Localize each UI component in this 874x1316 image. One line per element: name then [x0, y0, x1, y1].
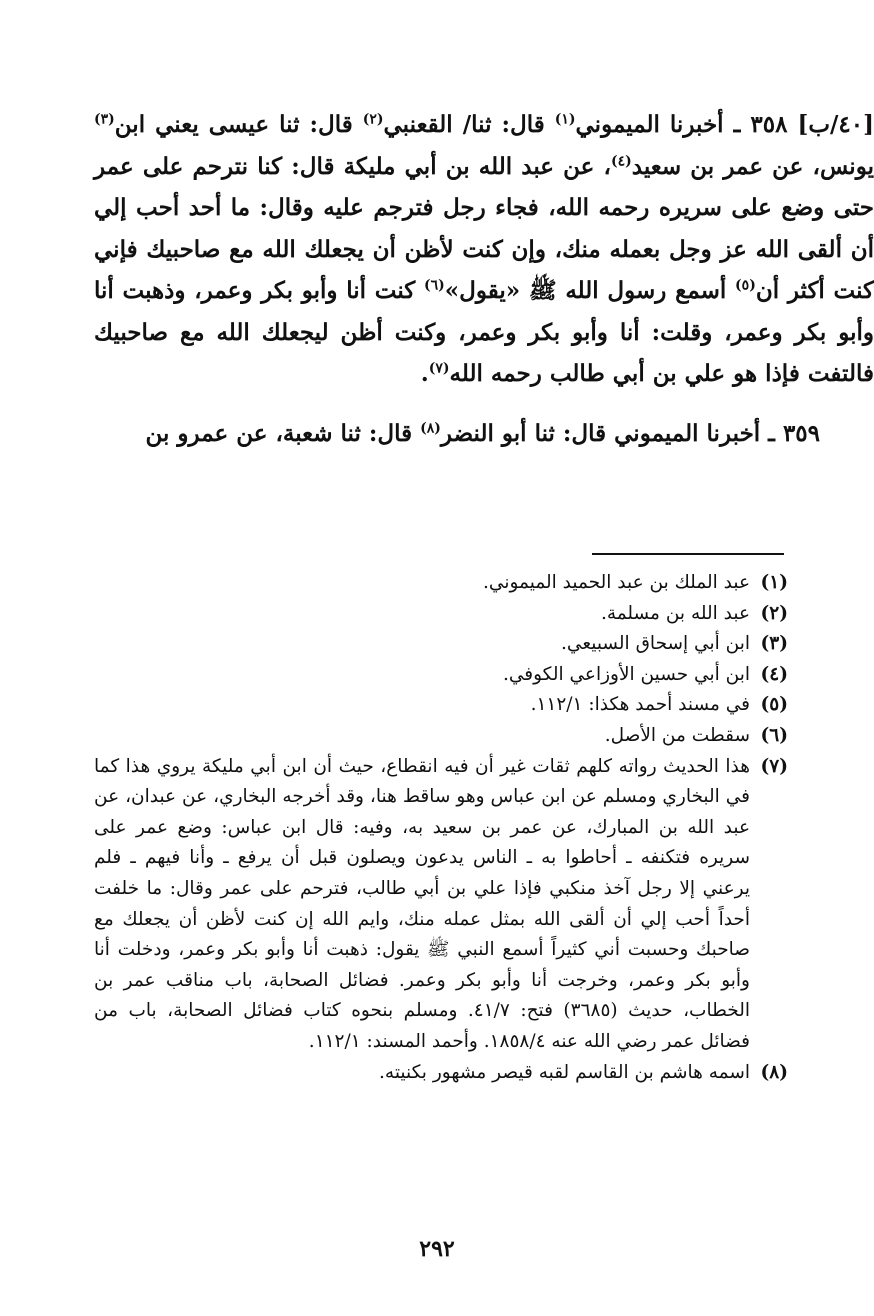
hadith-number: ٣٥٩	[782, 419, 820, 447]
footnote	[94, 752, 788, 1058]
footnote-number: (١)	[760, 572, 788, 593]
footnote-reference: (٦)	[423, 277, 445, 294]
page-number: ٢٩٢	[419, 1236, 455, 1262]
footnote-number: (٤)	[760, 663, 788, 685]
footnote	[94, 660, 788, 691]
folio-marker: [٤٠/ب]	[787, 111, 874, 138]
footnote	[94, 629, 788, 660]
footnote-reference: (٣)	[94, 111, 115, 128]
hadith-text: أسمع رسول الله ﷺ «يقول»	[444, 277, 736, 304]
footnote-text: ابن أبي حسين الأوزاعي الكوفي.	[502, 663, 750, 685]
footnote-text: في مسند أحمد هكذا: ١١٢/١.	[530, 694, 750, 716]
footnote-text: هذا الحديث رواته كلهم ثقات غير أن فيه انقطاع، حيث أن ابن أبي مليكة يروي هذا كما في البخاري ومسلم عن ابن عباس وهو ساقط هنا، وقد أخرجه البخاري، عن عبدان، عن عبد الله بن المبارك، عن عمر بن سعيد به، وفيه: قال ابن عباس: وضع عمر على سريره فتكنفه ـ أحاطوا به ـ الناس يدعون ويصلون قبل أن يرفع ـ وأنا فيهم ـ فلم يرعني إلا رجل آخذ منكبي فإذا علي بن أبي طالب، فترحم على عمر وقال: ما خلفت أحداً أحب إلي أن ألقى الله بمثل عمله منك، وايم الله إن كنت لأظن أن يجعلك مع صاحبك وحسبت أني كثيراً أسمع النبي ﷺ يقول: ذهبت أنا وأبو بكر وعمر، ودخلت أنا وأبو بكر وعمر، وخرجت أنا وأبو بكر وعمر. فضائل الصحابة، باب مناقب عمر بن الخطاب، حديث (٣٦٨٥) فتح: ٤١/٧. ومسلم بنحوه كتاب فضائل الصحابة، باب من فضائل عمر رضي الله عنه ١٨٥٨/٤. وأحمد المسند: ١١٢/١.	[94, 755, 750, 1052]
footnote	[94, 721, 788, 752]
footnote-separator	[592, 553, 784, 555]
footnote	[94, 568, 788, 599]
hadith-text: قال: ثنا شعبة، عن عمرو بن	[145, 419, 421, 447]
footnote-number: (٧)	[760, 755, 788, 777]
footnotes	[94, 568, 788, 1088]
footnote	[94, 690, 788, 721]
footnote-number: (٣)	[760, 633, 788, 655]
hadith-text: ، عن عبد الله بن أبي مليكة قال: كنا نترحم على عمر حتى وضع على سريره رحمه الله، فجاء رجل فترجم عليه وقال: ما أحد أحب إلي أن ألقى الله عز وجل بعمله منك، وإن كنت لأظن أن يجعلك الله مع صاحبيك فإني كنت أكثر أن	[94, 152, 874, 304]
main-text	[94, 104, 874, 454]
footnote-reference: (٧)	[428, 360, 450, 377]
footnote-reference: (٨)	[420, 419, 441, 436]
hadith-text: .	[420, 360, 429, 387]
hadith-paragraph	[94, 413, 874, 455]
hadith-text: قال: ثنا عيسى يعني ابن	[114, 111, 363, 138]
footnote-text: عبد الله بن مسلمة.	[600, 602, 750, 624]
footnote-number: (٢)	[760, 602, 788, 624]
footnote-number: (٨)	[760, 1061, 788, 1083]
footnote	[94, 599, 788, 630]
footnote	[94, 1058, 788, 1089]
hadith-text: ـ أخبرنا الميموني	[575, 111, 751, 138]
footnote-text: عبد الملك بن عبد الحميد الميموني.	[483, 572, 750, 593]
hadith-number: ٣٥٨	[750, 111, 788, 138]
footnote-text: سقطت من الأصل.	[604, 724, 750, 746]
footnote-reference: (٤)	[610, 152, 632, 169]
footnote-number: (٥)	[760, 694, 788, 716]
footnote-reference: (٥)	[735, 277, 756, 294]
hadith-text: قال: ثنا/ القعنبي	[383, 111, 555, 138]
hadith-text: ـ أخبرنا الميموني قال: ثنا أبو النضر	[440, 419, 783, 447]
footnote-text: ابن أبي إسحاق السبيعي.	[561, 633, 750, 655]
footnote-reference: (١)	[554, 111, 576, 128]
footnote-number: (٦)	[760, 724, 788, 746]
hadith-text: كنت أنا وأبو بكر وعمر، وذهبت أنا وأبو بكر وعمر، وقلت: أنا وأبو بكر وعمر، وكنت أظن ليجعلك الله مع صاحبيك فالتفت فإذا هو علي بن أبي طالب رحمه الله	[94, 277, 874, 387]
hadith-paragraph	[94, 104, 874, 395]
hadith-text: يونس، عن عمر بن سعيد	[631, 152, 874, 180]
footnote-reference: (٢)	[362, 111, 384, 128]
footnote-text: اسمه هاشم بن القاسم لقبه قيصر مشهور بكنيته.	[379, 1061, 750, 1083]
